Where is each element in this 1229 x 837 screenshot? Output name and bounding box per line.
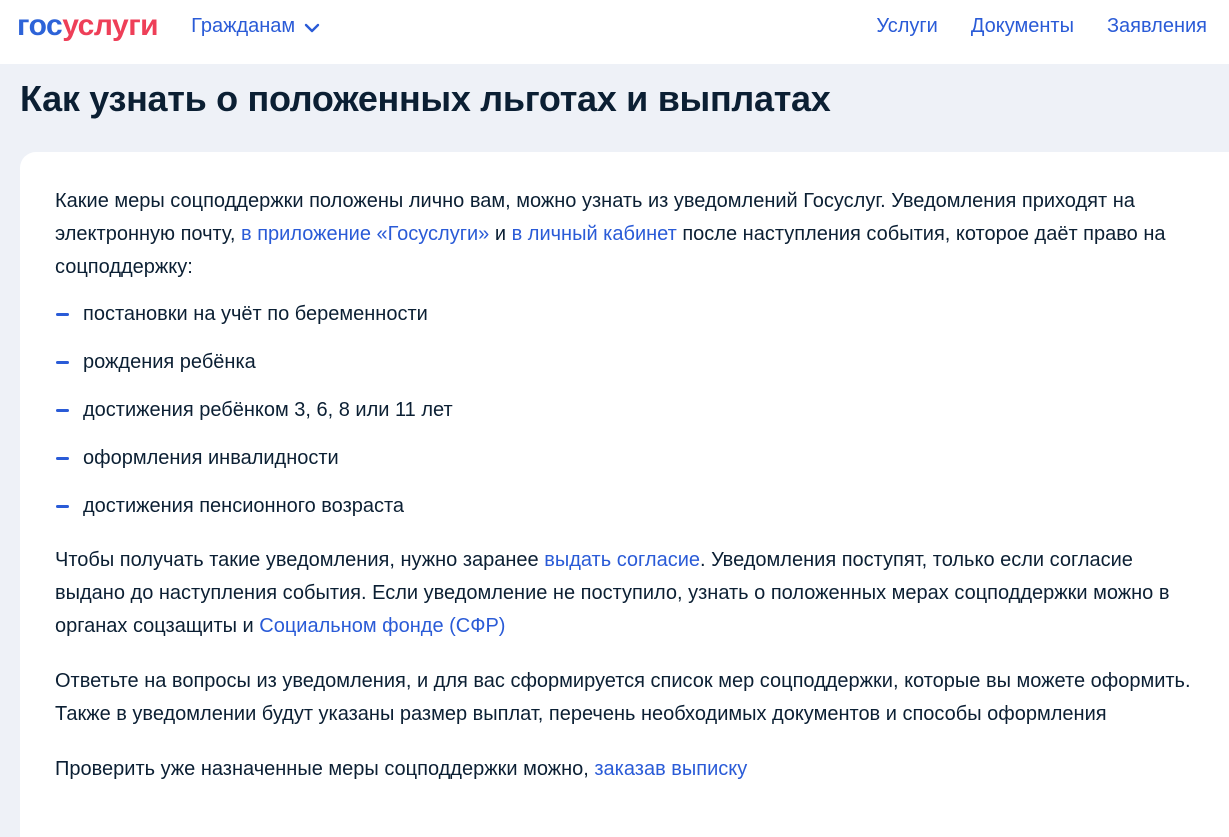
consent-text-2: . Уведомления поступят, только если согласие выдано до наступления события. Если уведомление не поступило, узнать о положенных мерах соцподдержки можно в органах соцзащиты и	[55, 549, 1170, 637]
nav-link-zayavleniya[interactable]: Заявления	[1106, 14, 1207, 37]
dash-bullet-icon	[56, 457, 69, 460]
chevron-down-icon	[304, 23, 320, 33]
header	[0, 0, 1229, 64]
intro-paragraph	[55, 185, 1204, 284]
gosuslugi-logo[interactable]	[17, 9, 158, 43]
check-text-1: Проверить уже назначенные меры соцподдержки можно,	[55, 758, 595, 780]
dash-bullet-icon	[56, 505, 69, 508]
intro-text-3: после наступления события, которое даёт право на соцподдержку:	[55, 223, 1166, 278]
consent-text-1: Чтобы получать такие уведомления, нужно заранее	[55, 549, 545, 571]
content-card	[20, 152, 1229, 837]
nav-link-uslugi[interactable]: Услуги	[876, 14, 938, 37]
give-consent-link[interactable]: выдать согласие	[544, 549, 700, 571]
list-item-label: достижения пенсионного возраста	[83, 495, 405, 517]
personal-account-link[interactable]: в личный кабинет	[511, 223, 677, 245]
logo-part-gos: гос	[17, 9, 63, 42]
dash-bullet-icon	[56, 409, 69, 412]
questions-paragraph: Ответьте на вопросы из уведомления, и для вас сформируется список мер соцподдержки, которые вы можете оформить. Также в уведомлении будут указаны размер выплат, перечень необходимых документов и способы оформления	[55, 670, 1191, 725]
audience-dropdown-label: Гражданам	[191, 14, 296, 37]
intro-text-2: и	[489, 223, 512, 245]
order-statement-link[interactable]: заказав выписку	[594, 758, 748, 780]
list-item-label: оформления инвалидности	[83, 447, 339, 469]
intro-text-1: Какие меры соцподдержки положены лично вам, можно узнать из уведомлений Госуслуг. Уведомления приходят на электронную почту,	[55, 190, 1135, 245]
list-item	[55, 396, 1204, 424]
page-title: Как узнать о положенных льготах и выплатах	[20, 78, 831, 119]
social-fund-link[interactable]: Социальном фонде (СФР)	[259, 615, 506, 637]
list-item-label: рождения ребёнка	[83, 351, 256, 373]
list-item	[55, 444, 1204, 472]
list-item-label: постановки на учёт по беременности	[83, 303, 428, 325]
dash-bullet-icon	[56, 313, 69, 316]
nav-link-dokumenty[interactable]: Документы	[970, 14, 1074, 37]
consent-paragraph	[55, 544, 1204, 643]
list-item-label: достижения ребёнком 3, 6, 8 или 11 лет	[83, 399, 453, 421]
app-gosuslugi-link[interactable]: в приложение «Госуслуги»	[241, 223, 490, 245]
logo-part-uslugi: услуги	[62, 9, 159, 42]
check-paragraph	[55, 753, 1204, 786]
dash-bullet-icon	[56, 361, 69, 364]
header-nav	[876, 15, 1207, 38]
title-band	[0, 64, 1229, 152]
benefits-list	[55, 300, 1204, 520]
audience-dropdown[interactable]	[191, 15, 320, 38]
list-item	[55, 492, 1204, 520]
list-item	[55, 348, 1204, 376]
list-item	[55, 300, 1204, 328]
